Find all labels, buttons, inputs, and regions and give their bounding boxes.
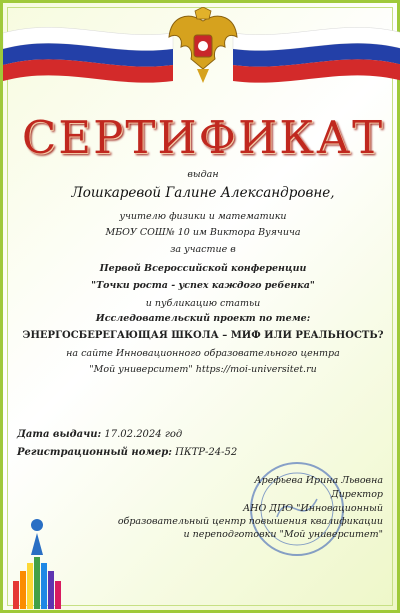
coat-of-arms-icon [167, 7, 239, 87]
site-line: на сайте Инновационного образовательного центра [66, 348, 340, 359]
recipient-role: учителю физики и математики [119, 211, 287, 222]
reg-number-value: ПКТР-24-52 [175, 447, 238, 458]
recipient-school: МБОУ СОШ№ 10 им Виктора Вуячича [105, 227, 301, 238]
project-label: Исследовательский проект по теме: [95, 313, 311, 324]
signer-org-line-3: и переподготовки "Мой университет" [183, 529, 383, 540]
issue-date [17, 429, 182, 440]
conference-theme: "Точки роста - успех каждого ребенка" [91, 280, 315, 291]
certificate-title: СЕРТИФИКАТ [21, 111, 385, 164]
participation-label: за участие в [170, 244, 236, 255]
project-title: ЭНЕРГОСБЕРЕГАЮЩАЯ ШКОЛА – МИФ ИЛИ РЕАЛЬНОСТЬ? [22, 330, 384, 341]
issue-date-label: Дата выдачи: [17, 429, 102, 440]
signer-name: Арефьева Ирина Львовна [254, 475, 383, 486]
site-name: "Мой университет" https://moi-universitet.ru [89, 364, 317, 375]
issued-label: выдан [187, 169, 219, 180]
university-logo-icon [9, 511, 65, 611]
signer-title: Директор [330, 489, 383, 500]
recipient-name: Лошкаревой Галине Александровне, [71, 185, 335, 201]
issue-date-value: 17.02.2024 год [104, 429, 183, 440]
signer-org-line-2: образовательный центр повышения квалификации [117, 516, 383, 527]
reg-number-label: Регистрационный номер: [17, 447, 172, 458]
publication-label: и публикацию статьи [145, 298, 261, 309]
registration-number [17, 447, 237, 458]
conference-title: Первой Всероссийской конференции [99, 263, 307, 274]
signer-org-line-1: АНО ДПО "Инновационный [242, 503, 383, 514]
